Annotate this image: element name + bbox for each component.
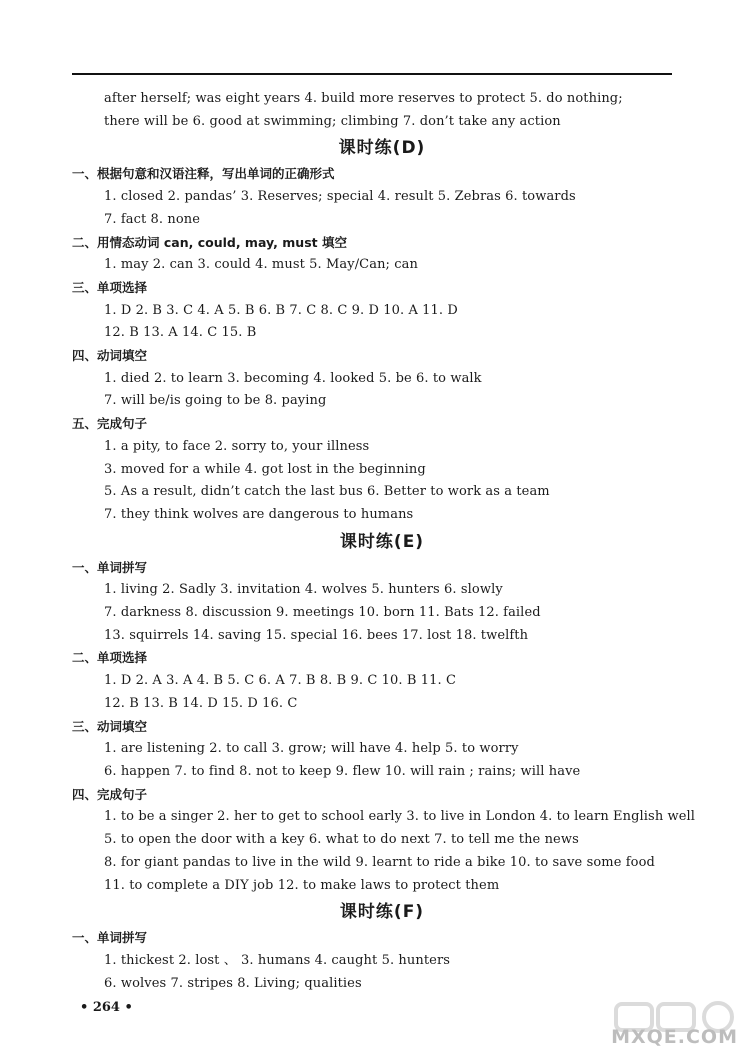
answer-line: 5. As a result, didn’t catch the last bus 6. Better to work as a team <box>104 484 550 500</box>
answer-line: 7. darkness 8. discussion 9. meetings 10. born 11. Bats 12. failed <box>104 605 541 621</box>
answer-line: 1. a pity, to face 2. sorry to, your illness <box>104 438 370 454</box>
answer-line: 6. wolves 7. stripes 8. Living; qualities <box>104 975 362 991</box>
answer-line: 1. to be a singer 2. her to get to school early 3. to live in London 4. to learn English well <box>104 809 696 825</box>
answer-line: 3. moved for a while 4. got lost in the beginning <box>104 461 426 477</box>
answer-line: 7. they think wolves are dangerous to humans <box>104 506 414 522</box>
section-heading: 三、动词填空 <box>72 718 148 734</box>
lesson-title-f: 课时练(F) <box>339 902 425 923</box>
header-rule <box>72 73 672 75</box>
answer-line: 1. closed 2. pandas’ 3. Reserves; special 4. result 5. Zebras 6. towards <box>104 189 576 205</box>
lesson-title-d: 课时练(D) <box>338 138 426 159</box>
section-heading: 三、单项选择 <box>72 279 148 295</box>
answer-line: 8. for giant pandas to live in the wild 9. learnt to ride a bike 10. to save some food <box>104 854 655 870</box>
section-heading: 四、动词填空 <box>72 348 148 364</box>
answer-line: 1. died 2. to learn 3. becoming 4. looked 5. be 6. to walk <box>104 370 482 386</box>
section-heading: 四、完成句子 <box>72 786 148 802</box>
section-heading: 二、用情态动词 can, could, may, must 填空 <box>72 234 347 250</box>
section-heading: 一、单词拼写 <box>72 930 148 946</box>
answer-line: 13. squirrels 14. saving 15. special 16. bees 17. lost 18. twelfth <box>104 627 529 643</box>
section-heading: 一、根据句意和汉语注释，写出单词的正确形式 <box>72 166 335 182</box>
answer-line: 1. may 2. can 3. could 4. must 5. May/Can; can <box>104 257 418 273</box>
answer-line: 12. B 13. A 14. C 15. B <box>104 325 257 341</box>
intro-line: there will be 6. good at swimming; climbing 7. don’t take any action <box>104 113 561 129</box>
answer-line: 1. D 2. B 3. C 4. A 5. B 6. B 7. C 8. C 9. D 10. A 11. D <box>104 302 458 318</box>
lesson-title-e: 课时练(E) <box>339 531 425 552</box>
page-number: • 264 • <box>80 1000 133 1015</box>
answer-line: 1. thickest 2. lost 、 3. humans 4. caught 5. hunters <box>104 952 451 968</box>
answer-line: 5. to open the door with a key 6. what to do next 7. to tell me the news <box>104 832 579 848</box>
intro-line: after herself; was eight years 4. build more reserves to protect 5. do nothing; <box>104 91 623 106</box>
section-heading: 五、完成句子 <box>72 416 148 432</box>
answer-content <box>72 88 696 995</box>
answer-line: 11. to complete a DIY job 12. to make laws to protect them <box>104 877 500 893</box>
section-heading: 一、单词拼写 <box>72 559 148 575</box>
section-heading: 二、单项选择 <box>72 650 148 666</box>
answer-line: 1. living 2. Sadly 3. invitation 4. wolves 5. hunters 6. slowly <box>104 582 503 598</box>
answer-line: 1. D 2. A 3. A 4. B 5. C 6. A 7. B 8. B 9. C 10. B 11. C <box>104 673 456 689</box>
answer-line: 7. fact 8. none <box>104 211 201 227</box>
answer-line: 12. B 13. B 14. D 15. D 16. C <box>104 695 298 711</box>
answer-line: 1. are listening 2. to call 3. grow; will have 4. help 5. to worry <box>104 741 519 757</box>
answer-line: 6. happen 7. to find 8. not to keep 9. flew 10. will rain ; rains; will have <box>104 763 581 779</box>
watermark-text: MXQE.COM <box>611 1026 738 1048</box>
answer-line: 7. will be/is going to be 8. paying <box>104 393 327 409</box>
